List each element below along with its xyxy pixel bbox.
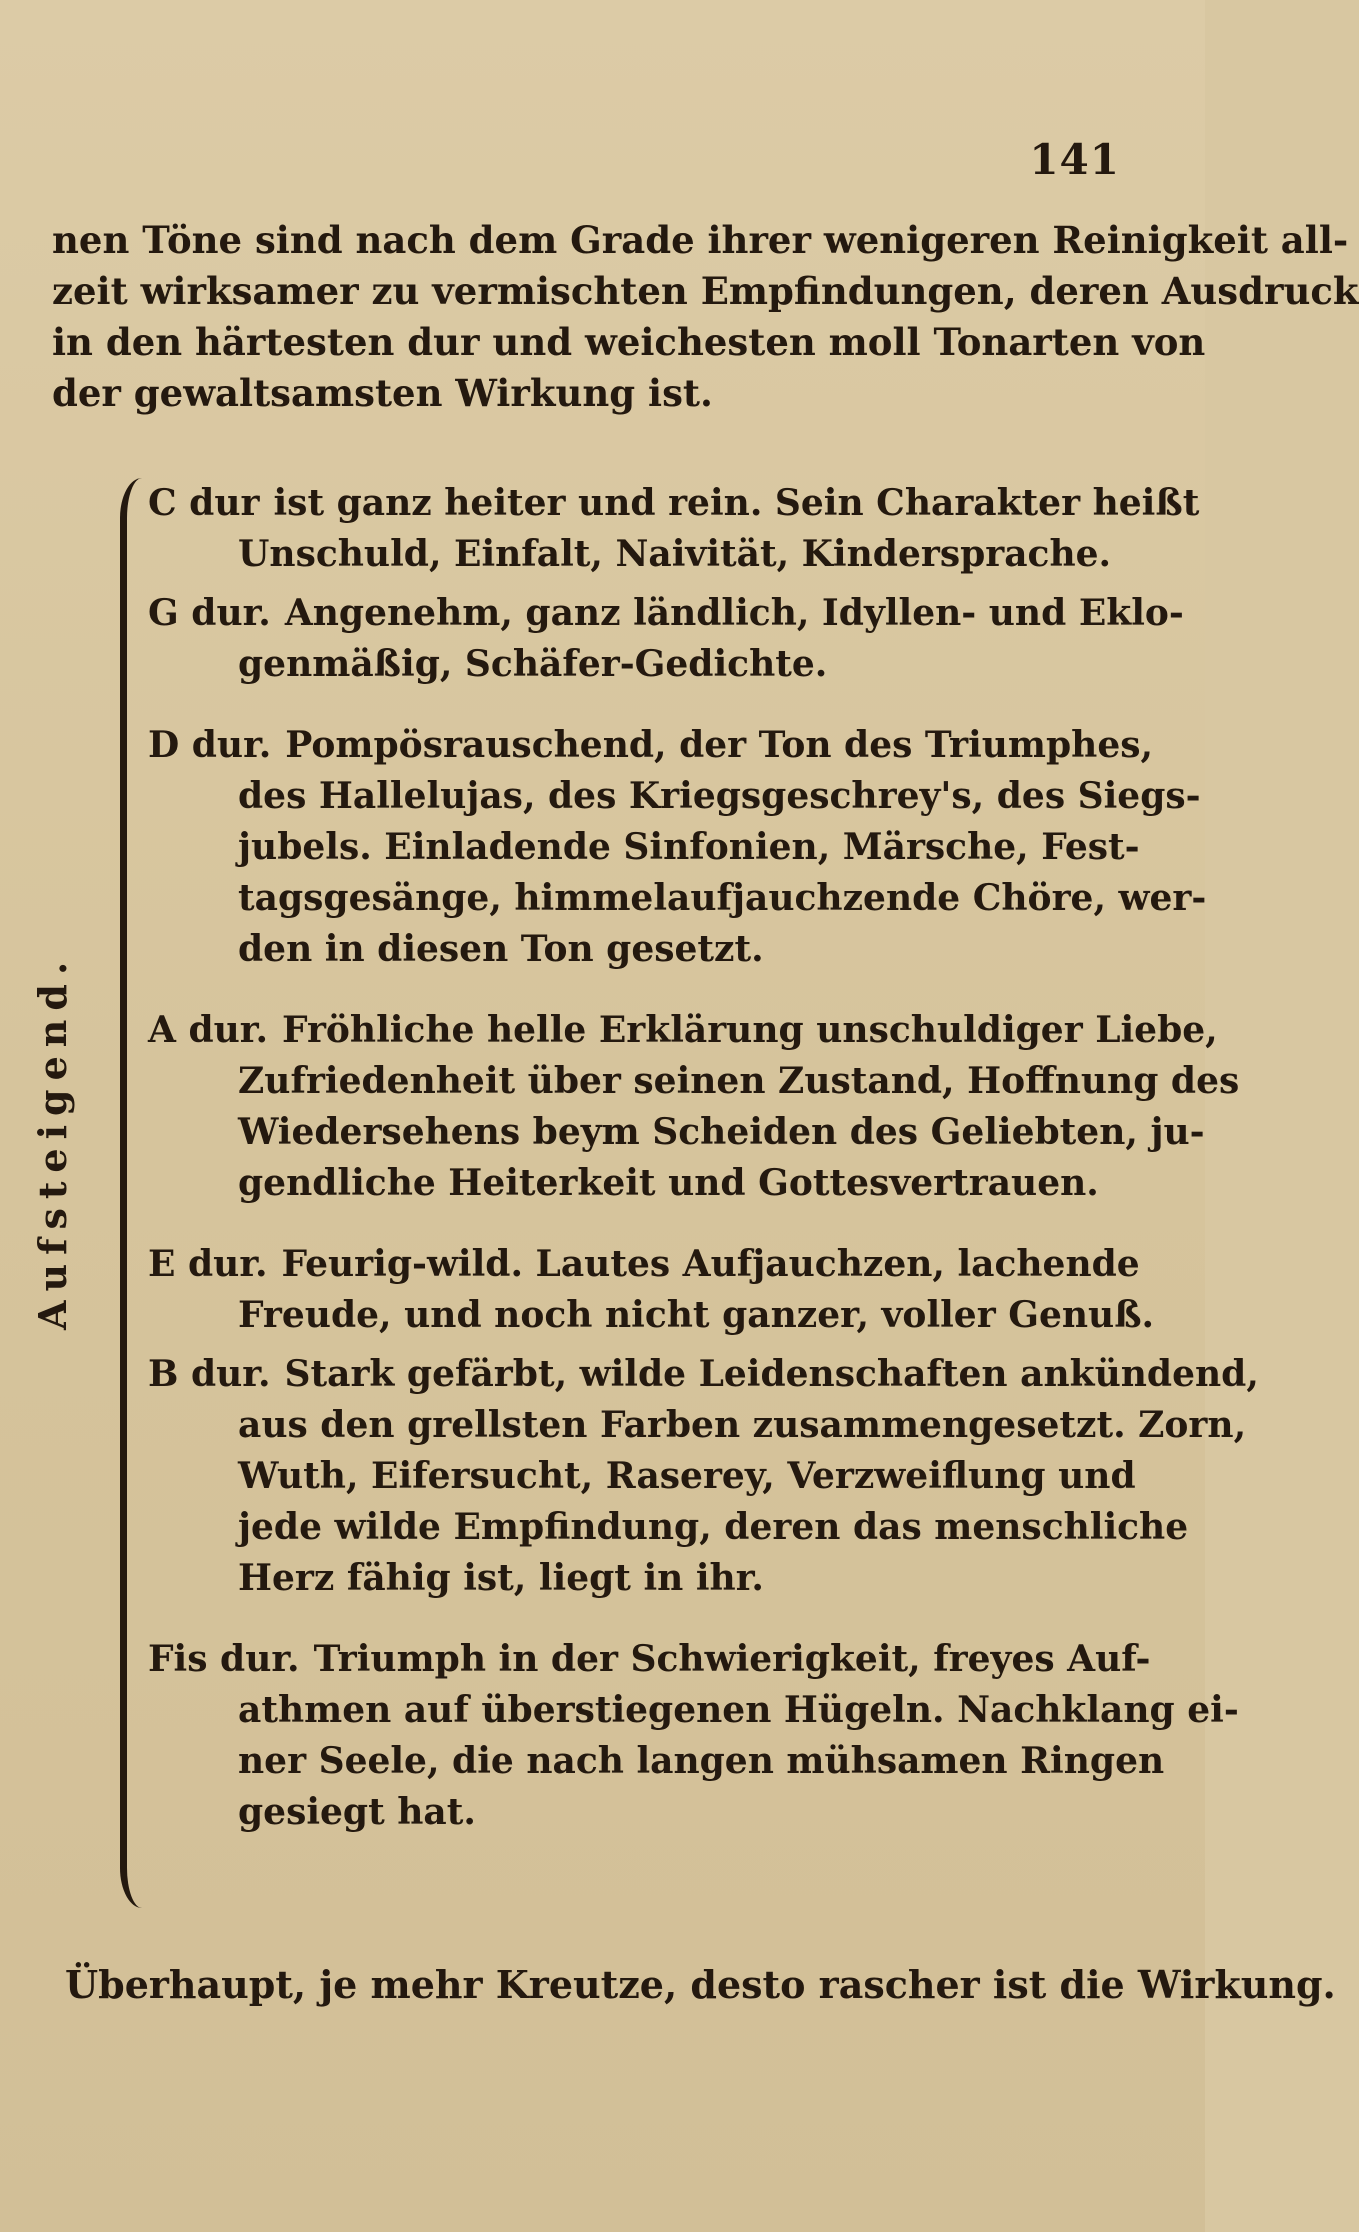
entry-line: Angenehm, ganz ländlich, Idyllen- und Eklo-	[284, 592, 1184, 634]
key-entry-g-major	[148, 588, 1184, 690]
key-name: A dur.	[148, 1009, 269, 1051]
entry-line: Wiedersehens beym Scheiden des Geliebten, ju-	[238, 1111, 1205, 1153]
entry-line: Fröhliche helle Erklärung unschuldiger Liebe,	[282, 1009, 1218, 1051]
entry-line: jubels. Einladende Sinfonien, Märsche, Fest-	[238, 826, 1140, 868]
page-number: 141	[1029, 135, 1120, 184]
entry-line: Pompösrauschend, der Ton des Triumphes,	[285, 724, 1154, 766]
entry-line: Unschuld, Einfalt, Naivität, Kindersprache.	[238, 533, 1112, 575]
key-name: G dur.	[148, 592, 271, 634]
key-name: B dur.	[148, 1353, 271, 1395]
entry-line: gesiegt hat.	[238, 1791, 476, 1833]
key-name: C dur	[148, 482, 260, 524]
key-entry-a-major	[148, 1005, 1240, 1209]
key-list	[148, 478, 1259, 1868]
entry-line: Zufriedenheit über seinen Zustand, Hoffnung des	[238, 1060, 1240, 1102]
entry-line: gendliche Heiterkeit und Gottesvertrauen.	[238, 1162, 1099, 1204]
entry-line: Wuth, Eifersucht, Raserey, Verzweiflung und	[238, 1455, 1136, 1497]
entry-line: athmen auf überstiegenen Hügeln. Nachklang ei-	[238, 1689, 1239, 1731]
entry-line: Feurig-wild. Lautes Aufjauchzen, lachende	[281, 1243, 1140, 1285]
side-label-ascending: Aufsteigend.	[30, 952, 75, 1330]
key-entry-e-major	[148, 1239, 1155, 1341]
entry-line: aus den grellsten Farben zusammengesetzt. Zorn,	[238, 1404, 1247, 1446]
entry-line: den in diesen Ton gesetzt.	[238, 928, 764, 970]
key-entry-d-major	[148, 720, 1207, 975]
key-entry-b-major	[148, 1349, 1259, 1604]
intro-line: der gewaltsamsten Wirkung ist.	[52, 371, 713, 415]
entry-line: ist ganz heiter und rein. Sein Charakter heißt	[273, 482, 1200, 524]
key-entry-c-major	[148, 478, 1200, 580]
intro-paragraph	[52, 215, 1359, 419]
key-name: E dur.	[148, 1243, 268, 1285]
entry-line: Stark gefärbt, wilde Leidenschaften ankündend,	[284, 1353, 1259, 1395]
entry-line: des Hallelujas, des Kriegsgeschrey's, des Siegs-	[238, 775, 1201, 817]
key-name: D dur.	[148, 724, 272, 766]
entry-line: jede wilde Empfindung, deren das menschliche	[238, 1506, 1189, 1548]
entry-line: tagsgesänge, himmelaufjauchzende Chöre, wer-	[238, 877, 1207, 919]
intro-line: nen Töne sind nach dem Grade ihrer wenigeren Reinigkeit all-	[52, 218, 1349, 262]
key-entry-f-sharp-major	[148, 1634, 1239, 1838]
brace-bracket	[120, 478, 149, 1908]
entry-line: genmäßig, Schäfer-Gedichte.	[238, 643, 828, 685]
intro-line: zeit wirksamer zu vermischten Empfindungen, deren Ausdruck	[52, 269, 1359, 313]
entry-line: Herz fähig ist, liegt in ihr.	[238, 1557, 764, 1599]
intro-line: in den härtesten dur und weichesten moll Tonarten von	[52, 320, 1206, 364]
entry-line: Triumph in der Schwierigkeit, freyes Auf-	[313, 1638, 1151, 1680]
summary-line: Überhaupt, je mehr Kreutze, desto rascher ist die Wirkung.	[65, 1962, 1336, 2007]
entry-line: ner Seele, die nach langen mühsamen Ringen	[238, 1740, 1165, 1782]
key-name: Fis dur.	[148, 1638, 300, 1680]
entry-line: Freude, und noch nicht ganzer, voller Genuß.	[238, 1294, 1155, 1336]
